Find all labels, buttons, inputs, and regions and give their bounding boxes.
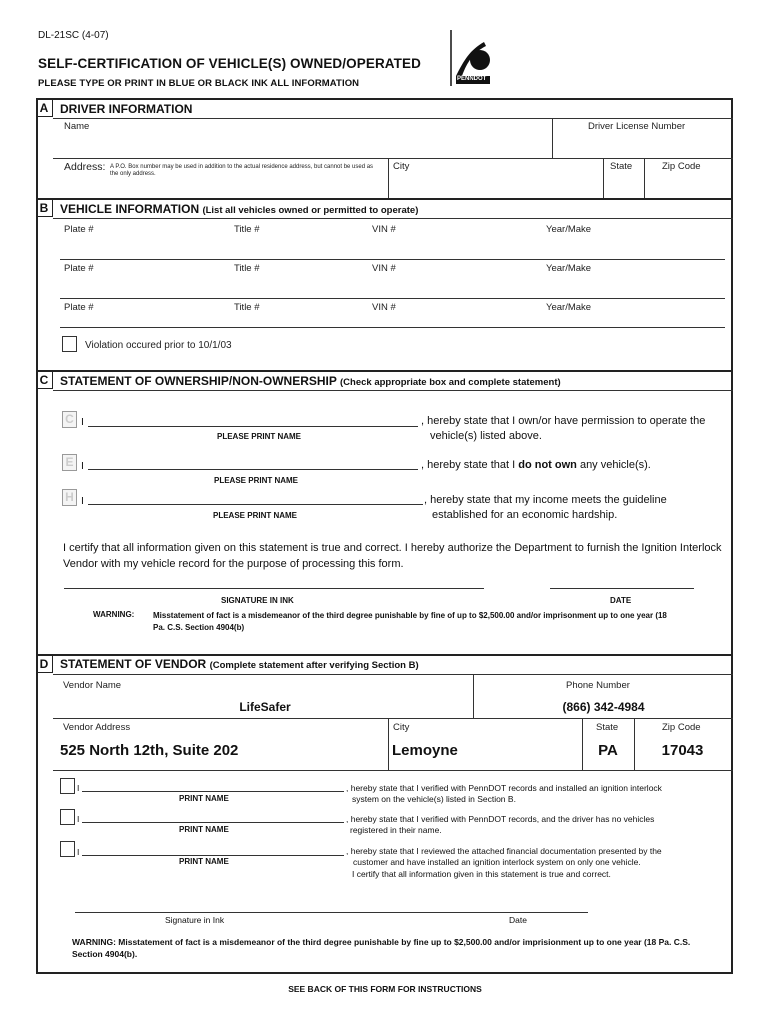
vin-label: VIN #	[372, 224, 396, 235]
violation-label: Violation occured prior to 10/1/03	[85, 340, 232, 351]
signature-line[interactable]	[64, 588, 484, 589]
vendor-zip-value[interactable]: 17043	[661, 742, 704, 759]
vendor-city-value[interactable]: Lemoyne	[392, 742, 458, 759]
plate-label: Plate #	[64, 263, 94, 274]
logo-text: PENNDOT	[457, 76, 487, 82]
vendor-state-value[interactable]: PA	[598, 742, 618, 759]
option-h-statement: , hereby state that my income meets the guideline	[424, 494, 667, 506]
city-label: City	[393, 161, 410, 172]
footer-instructions: SEE BACK OF THIS FORM FOR INSTRUCTIONS	[288, 984, 482, 994]
ownership-checkbox-c[interactable]: C	[62, 411, 77, 428]
year-make-label: Year/Make	[546, 263, 592, 274]
print-name-caption: PLEASE PRINT NAME	[213, 511, 298, 520]
phone-value[interactable]: (866) 342-4984	[562, 700, 645, 714]
state-label: State	[610, 161, 633, 172]
vendor-print-name-caption: PRINT NAME	[179, 794, 229, 803]
violation-checkbox[interactable]	[62, 336, 77, 352]
title-label: Title #	[234, 224, 260, 235]
section-c-tag: C	[36, 371, 53, 389]
title-label: Title #	[234, 263, 260, 274]
print-name-line[interactable]	[88, 469, 418, 470]
date-line[interactable]	[550, 588, 694, 589]
vendor-print-name-caption: PRINT NAME	[179, 825, 229, 834]
driver-name-field[interactable]	[60, 132, 550, 156]
vendor-name-value[interactable]: LifeSafer	[239, 700, 291, 714]
zip-label: Zip Code	[662, 161, 701, 172]
vin-label: VIN #	[372, 263, 396, 274]
form-code: DL-21SC (4-07)	[38, 30, 109, 41]
vendor-checkbox-3[interactable]	[60, 841, 75, 857]
vendor-statement-2: , hereby state that I verified with PennDOT records, and the driver has no vehicles	[346, 814, 655, 824]
vendor-name-label: Vendor Name	[63, 680, 122, 691]
vehicle-row-1-field[interactable]	[60, 236, 725, 256]
driver-license-field[interactable]	[555, 132, 730, 156]
certify-statement: I certify that all information given on this statement is true and correct. I hereby authorize the Department to furnish the Ignition Interlock Vendor with my vehicle record for the purpose of processing this form.	[63, 542, 722, 570]
print-name-caption: PLEASE PRINT NAME	[214, 476, 299, 485]
section-d-title: STATEMENT OF VENDOR (Complete statement after verifying Section B)	[60, 657, 419, 671]
section-c-note: (Check appropriate box and complete statement)	[340, 377, 561, 388]
vendor-print-name-line[interactable]	[82, 822, 344, 823]
vendor-signature-caption: Signature in Ink	[165, 915, 225, 925]
vehicle-row-2-field[interactable]	[60, 275, 725, 295]
phone-label: Phone Number	[566, 680, 630, 691]
address-note: A P.O. Box number may be used in addition to the actual residence address, but cannot be used as the only address.	[110, 164, 374, 177]
vendor-zip-label: Zip Code	[662, 722, 701, 733]
zip-field[interactable]	[647, 178, 731, 196]
section-d-note: (Complete statement after verifying Section B)	[209, 660, 419, 671]
print-name-caption: PLEASE PRINT NAME	[217, 432, 302, 441]
vendor-checkbox-2[interactable]	[60, 809, 75, 825]
vin-label: VIN #	[372, 302, 396, 313]
year-make-label: Year/Make	[546, 224, 592, 235]
section-b-title: VEHICLE INFORMATION (List all vehicles owned or permitted to operate)	[60, 202, 419, 216]
option-c-statement: , hereby state that I own/or have permission to operate the	[421, 415, 706, 427]
section-d-tag: D	[36, 655, 53, 673]
ownership-checkbox-e[interactable]: E	[62, 454, 77, 471]
driver-license-label: Driver License Number	[588, 121, 686, 132]
vendor-city-label: City	[393, 722, 410, 733]
vendor-print-name-line[interactable]	[82, 791, 344, 792]
signature-caption: SIGNATURE IN INK	[221, 596, 294, 605]
print-name-line[interactable]	[88, 426, 418, 427]
vendor-statement-3: , hereby state that I reviewed the attached financial documentation presented by the	[346, 846, 662, 856]
vendor-address-label: Vendor Address	[63, 722, 131, 733]
section-a-tag: A	[36, 99, 53, 117]
warning-text: Misstatement of fact is a misdemeanor of the third degree punishable by fine of up to $2,500.00 and/or imprisonment up to one year (18 Pa. C.S. Section 4904(b)	[153, 611, 667, 632]
date-caption: DATE	[610, 596, 632, 605]
section-b-note: (List all vehicles owned or permitted to operate)	[202, 205, 419, 216]
vendor-signature-line[interactable]	[75, 912, 588, 913]
vendor-print-name-line[interactable]	[82, 855, 344, 856]
section-b-tag: B	[36, 199, 53, 217]
form-subtitle: PLEASE TYPE OR PRINT IN BLUE OR BLACK INK ALL INFORMATION	[38, 78, 360, 89]
vendor-print-name-caption: PRINT NAME	[179, 857, 229, 866]
vehicle-row-3-field[interactable]	[60, 314, 725, 334]
vendor-warning-text: WARNING: Misstatement of fact is a misdemeanor of the third degree punishable by fine up to $2,500.00 and/or imprisionment up to one year (18 Pa. C.S. Section 4904(b).	[72, 937, 691, 959]
print-name-line[interactable]	[88, 504, 423, 505]
penndot-logo	[450, 30, 494, 86]
warning-label: WARNING:	[93, 610, 135, 619]
plate-label: Plate #	[64, 224, 94, 235]
state-field[interactable]	[606, 178, 642, 196]
title-label: Title #	[234, 302, 260, 313]
vendor-state-label: State	[596, 722, 619, 733]
address-label: Address:	[64, 161, 106, 173]
year-make-label: Year/Make	[546, 302, 592, 313]
section-c-title: STATEMENT OF OWNERSHIP/NON-OWNERSHIP (Check appropriate box and complete statement)	[60, 374, 561, 388]
form-title: SELF-CERTIFICATION OF VEHICLE(S) OWNED/OPERATED	[38, 56, 421, 71]
vendor-checkbox-1[interactable]	[60, 778, 75, 794]
section-a-title: DRIVER INFORMATION	[60, 102, 193, 116]
plate-label: Plate #	[64, 302, 94, 313]
city-field[interactable]	[391, 178, 601, 196]
option-e-statement: , hereby state that I do not own any vehicle(s).	[421, 459, 651, 471]
name-label: Name	[64, 121, 90, 132]
address-field[interactable]	[60, 178, 385, 196]
vendor-date-caption: Date	[509, 915, 527, 925]
vendor-address-value[interactable]: 525 North 12th, Suite 202	[60, 742, 239, 759]
vendor-statement-1: , hereby state that I verified with PennDOT records and installed an ignition interlock	[346, 783, 662, 793]
ownership-checkbox-h[interactable]: H	[62, 489, 77, 506]
